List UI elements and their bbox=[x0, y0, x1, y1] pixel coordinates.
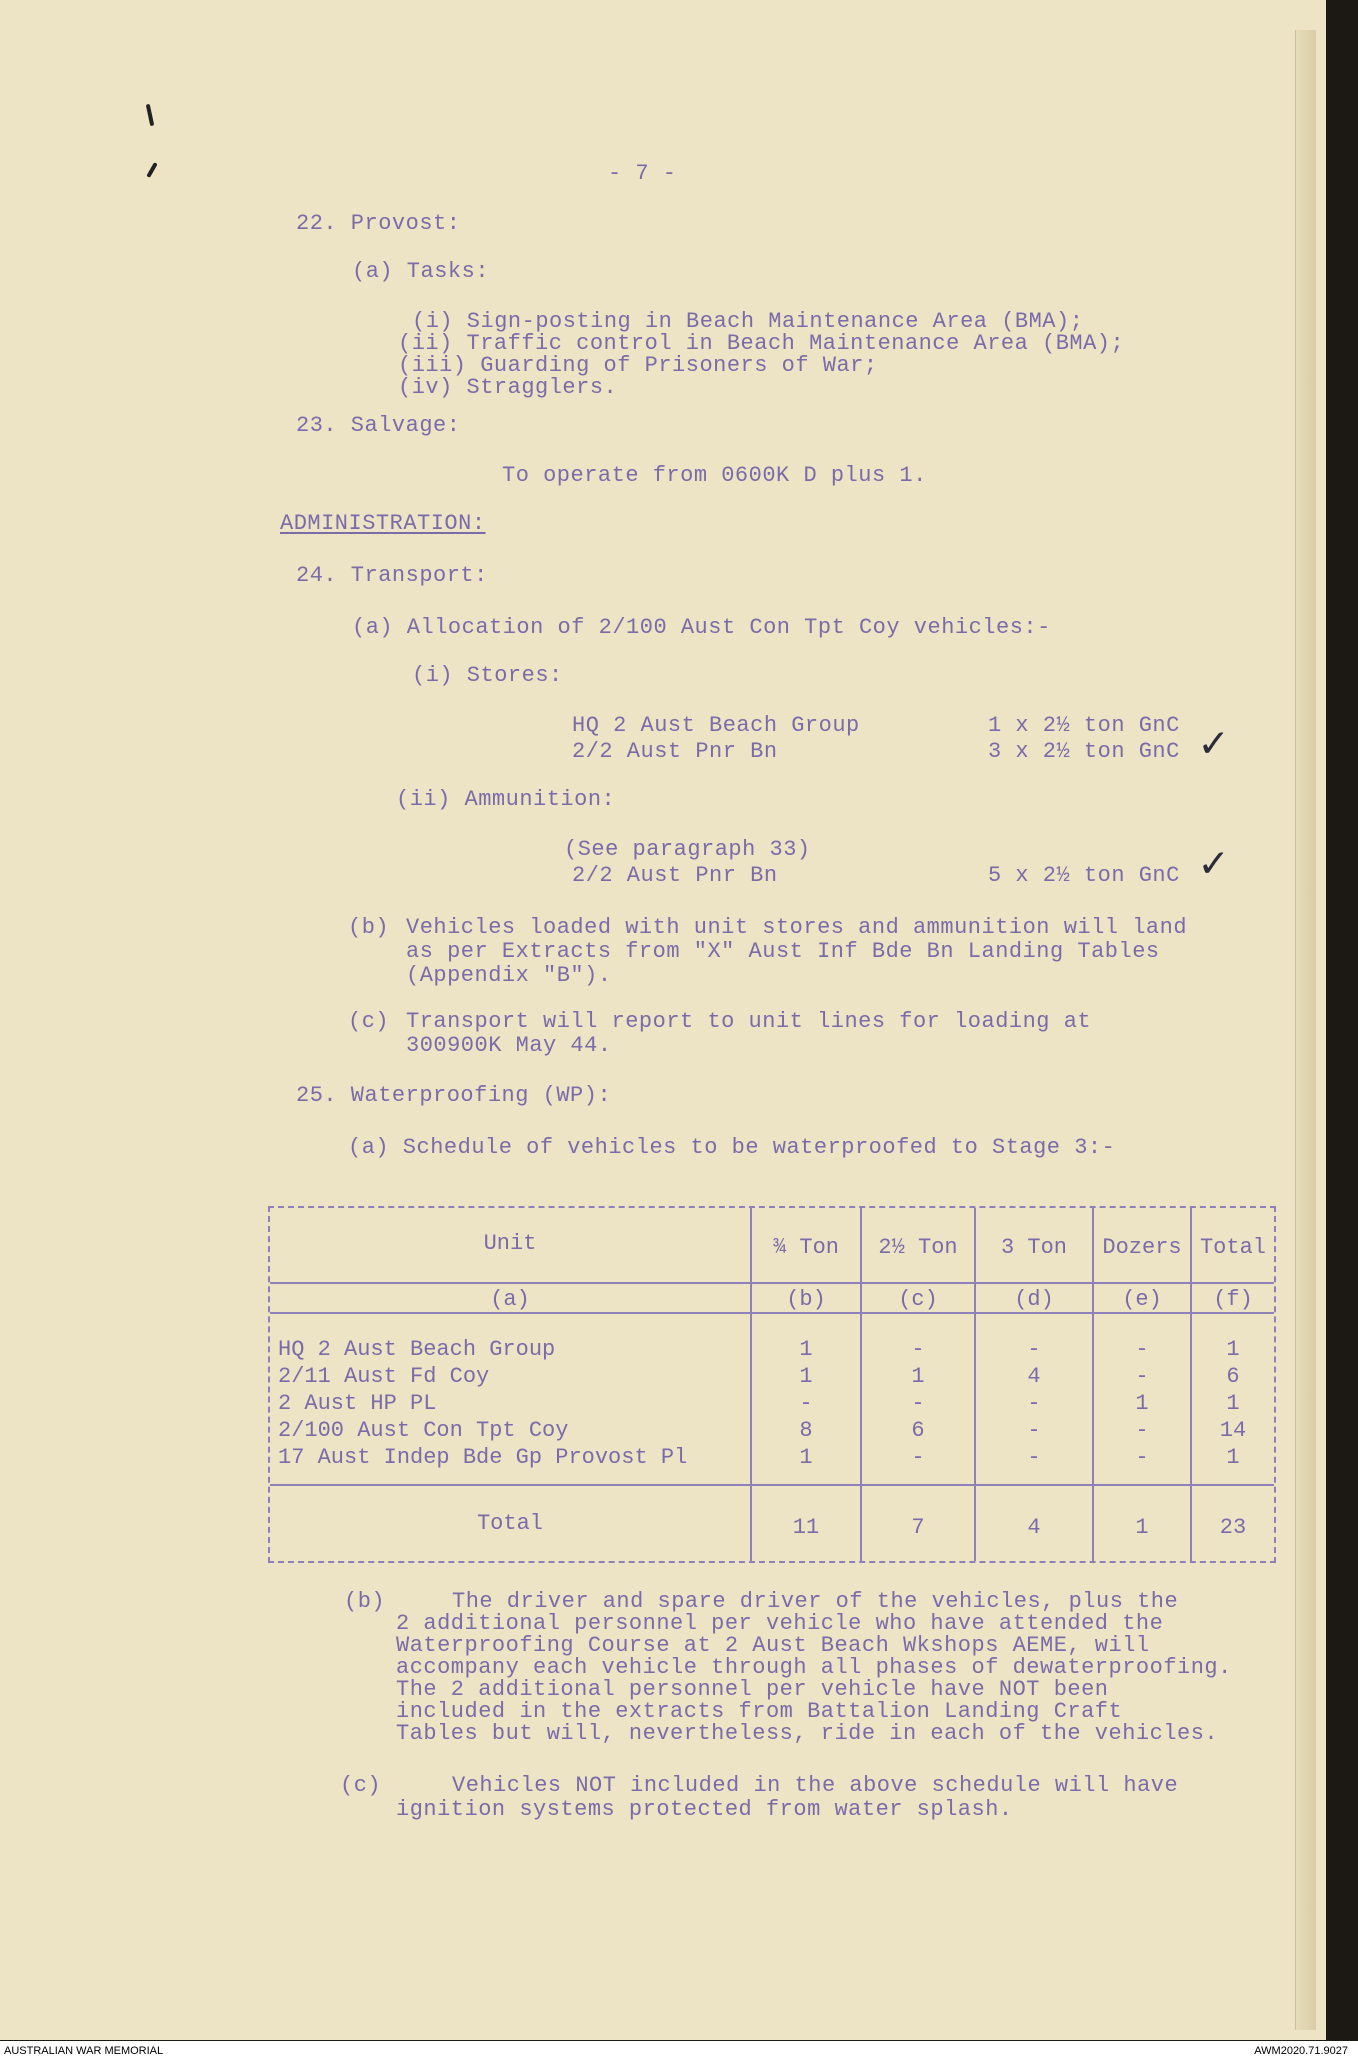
check-mark-icon: ✓ bbox=[1200, 721, 1227, 771]
stores-qty: 3 x 2½ ton GnC bbox=[988, 739, 1180, 764]
section-25-c-label: (c) bbox=[340, 1773, 382, 1798]
value-cell: 6 bbox=[911, 1418, 925, 1443]
table-header: 2½ Ton bbox=[878, 1235, 958, 1260]
unit-cell: 17 Aust Indep Bde Gp Provost Pl bbox=[278, 1445, 688, 1470]
total-label: Total bbox=[476, 1511, 543, 1536]
value-cell: - bbox=[1027, 1391, 1041, 1416]
section-25-c-line: Vehicles NOT included in the above schedule will have bbox=[452, 1773, 1179, 1798]
value-cell: 1 bbox=[1135, 1391, 1149, 1416]
section-24-c-label: (c) bbox=[348, 1009, 390, 1034]
section-23-heading: 23. Salvage: bbox=[296, 413, 461, 438]
administration-heading: ADMINISTRATION: bbox=[280, 511, 486, 536]
column-letter: (c) bbox=[898, 1287, 938, 1312]
section-24-b-line: Vehicles loaded with unit stores and ammunition will land bbox=[406, 915, 1188, 940]
section-24-b-label: (b) bbox=[348, 915, 390, 940]
total-cell: 23 bbox=[1219, 1515, 1247, 1540]
ammunition-unit: 2/2 Aust Pnr Bn bbox=[572, 863, 778, 888]
value-cell: - bbox=[1027, 1445, 1041, 1470]
section-24-heading: 24. Transport: bbox=[296, 563, 488, 588]
punch-mark bbox=[146, 104, 154, 126]
waterproofing-table bbox=[268, 1206, 1276, 1563]
section-25-heading: 25. Waterproofing (WP): bbox=[296, 1083, 612, 1108]
section-25-b-line: Tables but will, nevertheless, ride in each of the vehicles. bbox=[396, 1721, 1219, 1746]
table-header: Unit bbox=[483, 1231, 537, 1256]
ammunition-label: (ii) Ammunition: bbox=[396, 787, 616, 812]
value-cell: - bbox=[1135, 1364, 1149, 1389]
unit-cell: HQ 2 Aust Beach Group bbox=[278, 1337, 556, 1362]
stores-qty: 1 x 2½ ton GnC bbox=[988, 713, 1180, 738]
section-22-item: (iv) Stragglers. bbox=[398, 375, 618, 400]
section-24-c-line: 300900K May 44. bbox=[406, 1033, 612, 1058]
value-cell: - bbox=[911, 1391, 925, 1416]
unit-cell: 2/11 Aust Fd Coy bbox=[278, 1364, 490, 1389]
section-25-b-line: 2 additional personnel per vehicle who have attended the bbox=[396, 1611, 1164, 1636]
value-cell: - bbox=[1135, 1337, 1149, 1362]
section-25-b-line: The 2 additional personnel per vehicle have NOT been bbox=[396, 1677, 1109, 1702]
unit-cell: 2/100 Aust Con Tpt Coy bbox=[278, 1418, 569, 1443]
section-24-a: (a) Allocation of 2/100 Aust Con Tpt Coy vehicles:- bbox=[352, 615, 1051, 640]
section-22-item: (ii) Traffic control in Beach Maintenance Area (BMA); bbox=[398, 331, 1125, 356]
value-cell: 14 bbox=[1219, 1418, 1247, 1443]
stores-unit: HQ 2 Aust Beach Group bbox=[572, 713, 860, 738]
value-cell: 4 bbox=[1027, 1364, 1041, 1389]
value-cell: 6 bbox=[1226, 1364, 1240, 1389]
page-edge bbox=[1295, 30, 1316, 2030]
value-cell: 8 bbox=[799, 1418, 813, 1443]
total-cell: 7 bbox=[911, 1515, 925, 1540]
section-24-b-line: (Appendix "B"). bbox=[406, 963, 612, 988]
section-24-b-line: as per Extracts from "X" Aust Inf Bde Bn Landing Tables bbox=[406, 939, 1160, 964]
value-cell: 1 bbox=[799, 1337, 813, 1362]
section-25-a: (a) Schedule of vehicles to be waterproofed to Stage 3:- bbox=[348, 1135, 1116, 1160]
value-cell: - bbox=[1135, 1418, 1149, 1443]
footer-reference: AWM2020.71.9027 bbox=[1254, 2045, 1348, 2057]
stores-unit: 2/2 Aust Pnr Bn bbox=[572, 739, 778, 764]
value-cell: - bbox=[911, 1445, 925, 1470]
section-25-b-line: Waterproofing Course at 2 Aust Beach Wkshops AEME, will bbox=[396, 1633, 1150, 1658]
value-cell: - bbox=[799, 1391, 813, 1416]
total-cell: 1 bbox=[1135, 1515, 1149, 1540]
value-cell: - bbox=[911, 1337, 925, 1362]
section-23-text: To operate from 0600K D plus 1. bbox=[502, 463, 927, 488]
value-cell: - bbox=[1027, 1418, 1041, 1443]
unit-cell: 2 Aust HP PL bbox=[278, 1391, 437, 1416]
check-mark-icon: ✓ bbox=[1200, 841, 1227, 891]
table-header: ¾ Ton bbox=[772, 1235, 839, 1260]
stores-label: (i) Stores: bbox=[412, 663, 563, 688]
value-cell: 1 bbox=[799, 1364, 813, 1389]
section-25-b-line: The driver and spare driver of the vehicles, plus the bbox=[452, 1589, 1179, 1614]
value-cell: - bbox=[1027, 1337, 1041, 1362]
column-letter: (d) bbox=[1014, 1287, 1054, 1312]
value-cell: 1 bbox=[1226, 1337, 1240, 1362]
column-letter: (b) bbox=[786, 1287, 826, 1312]
table-header: Total bbox=[1199, 1235, 1266, 1260]
column-letter: (f) bbox=[1213, 1287, 1253, 1312]
total-cell: 4 bbox=[1027, 1515, 1041, 1540]
section-24-c-line: Transport will report to unit lines for loading at bbox=[406, 1009, 1092, 1034]
ammunition-note: (See paragraph 33) bbox=[564, 837, 811, 862]
footer-institution: AUSTRALIAN WAR MEMORIAL bbox=[4, 2045, 164, 2057]
punch-mark bbox=[146, 162, 157, 178]
table-header: 3 Ton bbox=[1000, 1235, 1067, 1260]
section-22-item: (i) Sign-posting in Beach Maintenance Area (BMA); bbox=[412, 309, 1084, 334]
section-25-b-line: accompany each vehicle through all phases of dewaterproofing. bbox=[396, 1655, 1232, 1680]
section-25-b-line: included in the extracts from Battalion Landing Craft bbox=[396, 1699, 1123, 1724]
value-cell: - bbox=[1135, 1445, 1149, 1470]
column-letter: (a) bbox=[490, 1287, 530, 1312]
archive-footer bbox=[0, 2041, 1358, 2061]
total-cell: 11 bbox=[792, 1515, 820, 1540]
value-cell: 1 bbox=[1226, 1445, 1240, 1470]
section-22-heading: 22. Provost: bbox=[296, 211, 461, 236]
section-22-sub-a: (a) Tasks: bbox=[352, 259, 490, 284]
section-22-item: (iii) Guarding of Prisoners of War; bbox=[398, 353, 878, 378]
value-cell: 1 bbox=[911, 1364, 925, 1389]
section-25-c-line: ignition systems protected from water splash. bbox=[396, 1797, 1013, 1822]
value-cell: 1 bbox=[1226, 1391, 1240, 1416]
page-number: - 7 - bbox=[608, 161, 677, 186]
value-cell: 1 bbox=[799, 1445, 813, 1470]
ammunition-qty: 5 x 2½ ton GnC bbox=[988, 863, 1180, 888]
column-letter: (e) bbox=[1122, 1287, 1162, 1312]
section-25-b-label: (b) bbox=[344, 1589, 386, 1614]
table-header: Dozers bbox=[1102, 1235, 1182, 1260]
